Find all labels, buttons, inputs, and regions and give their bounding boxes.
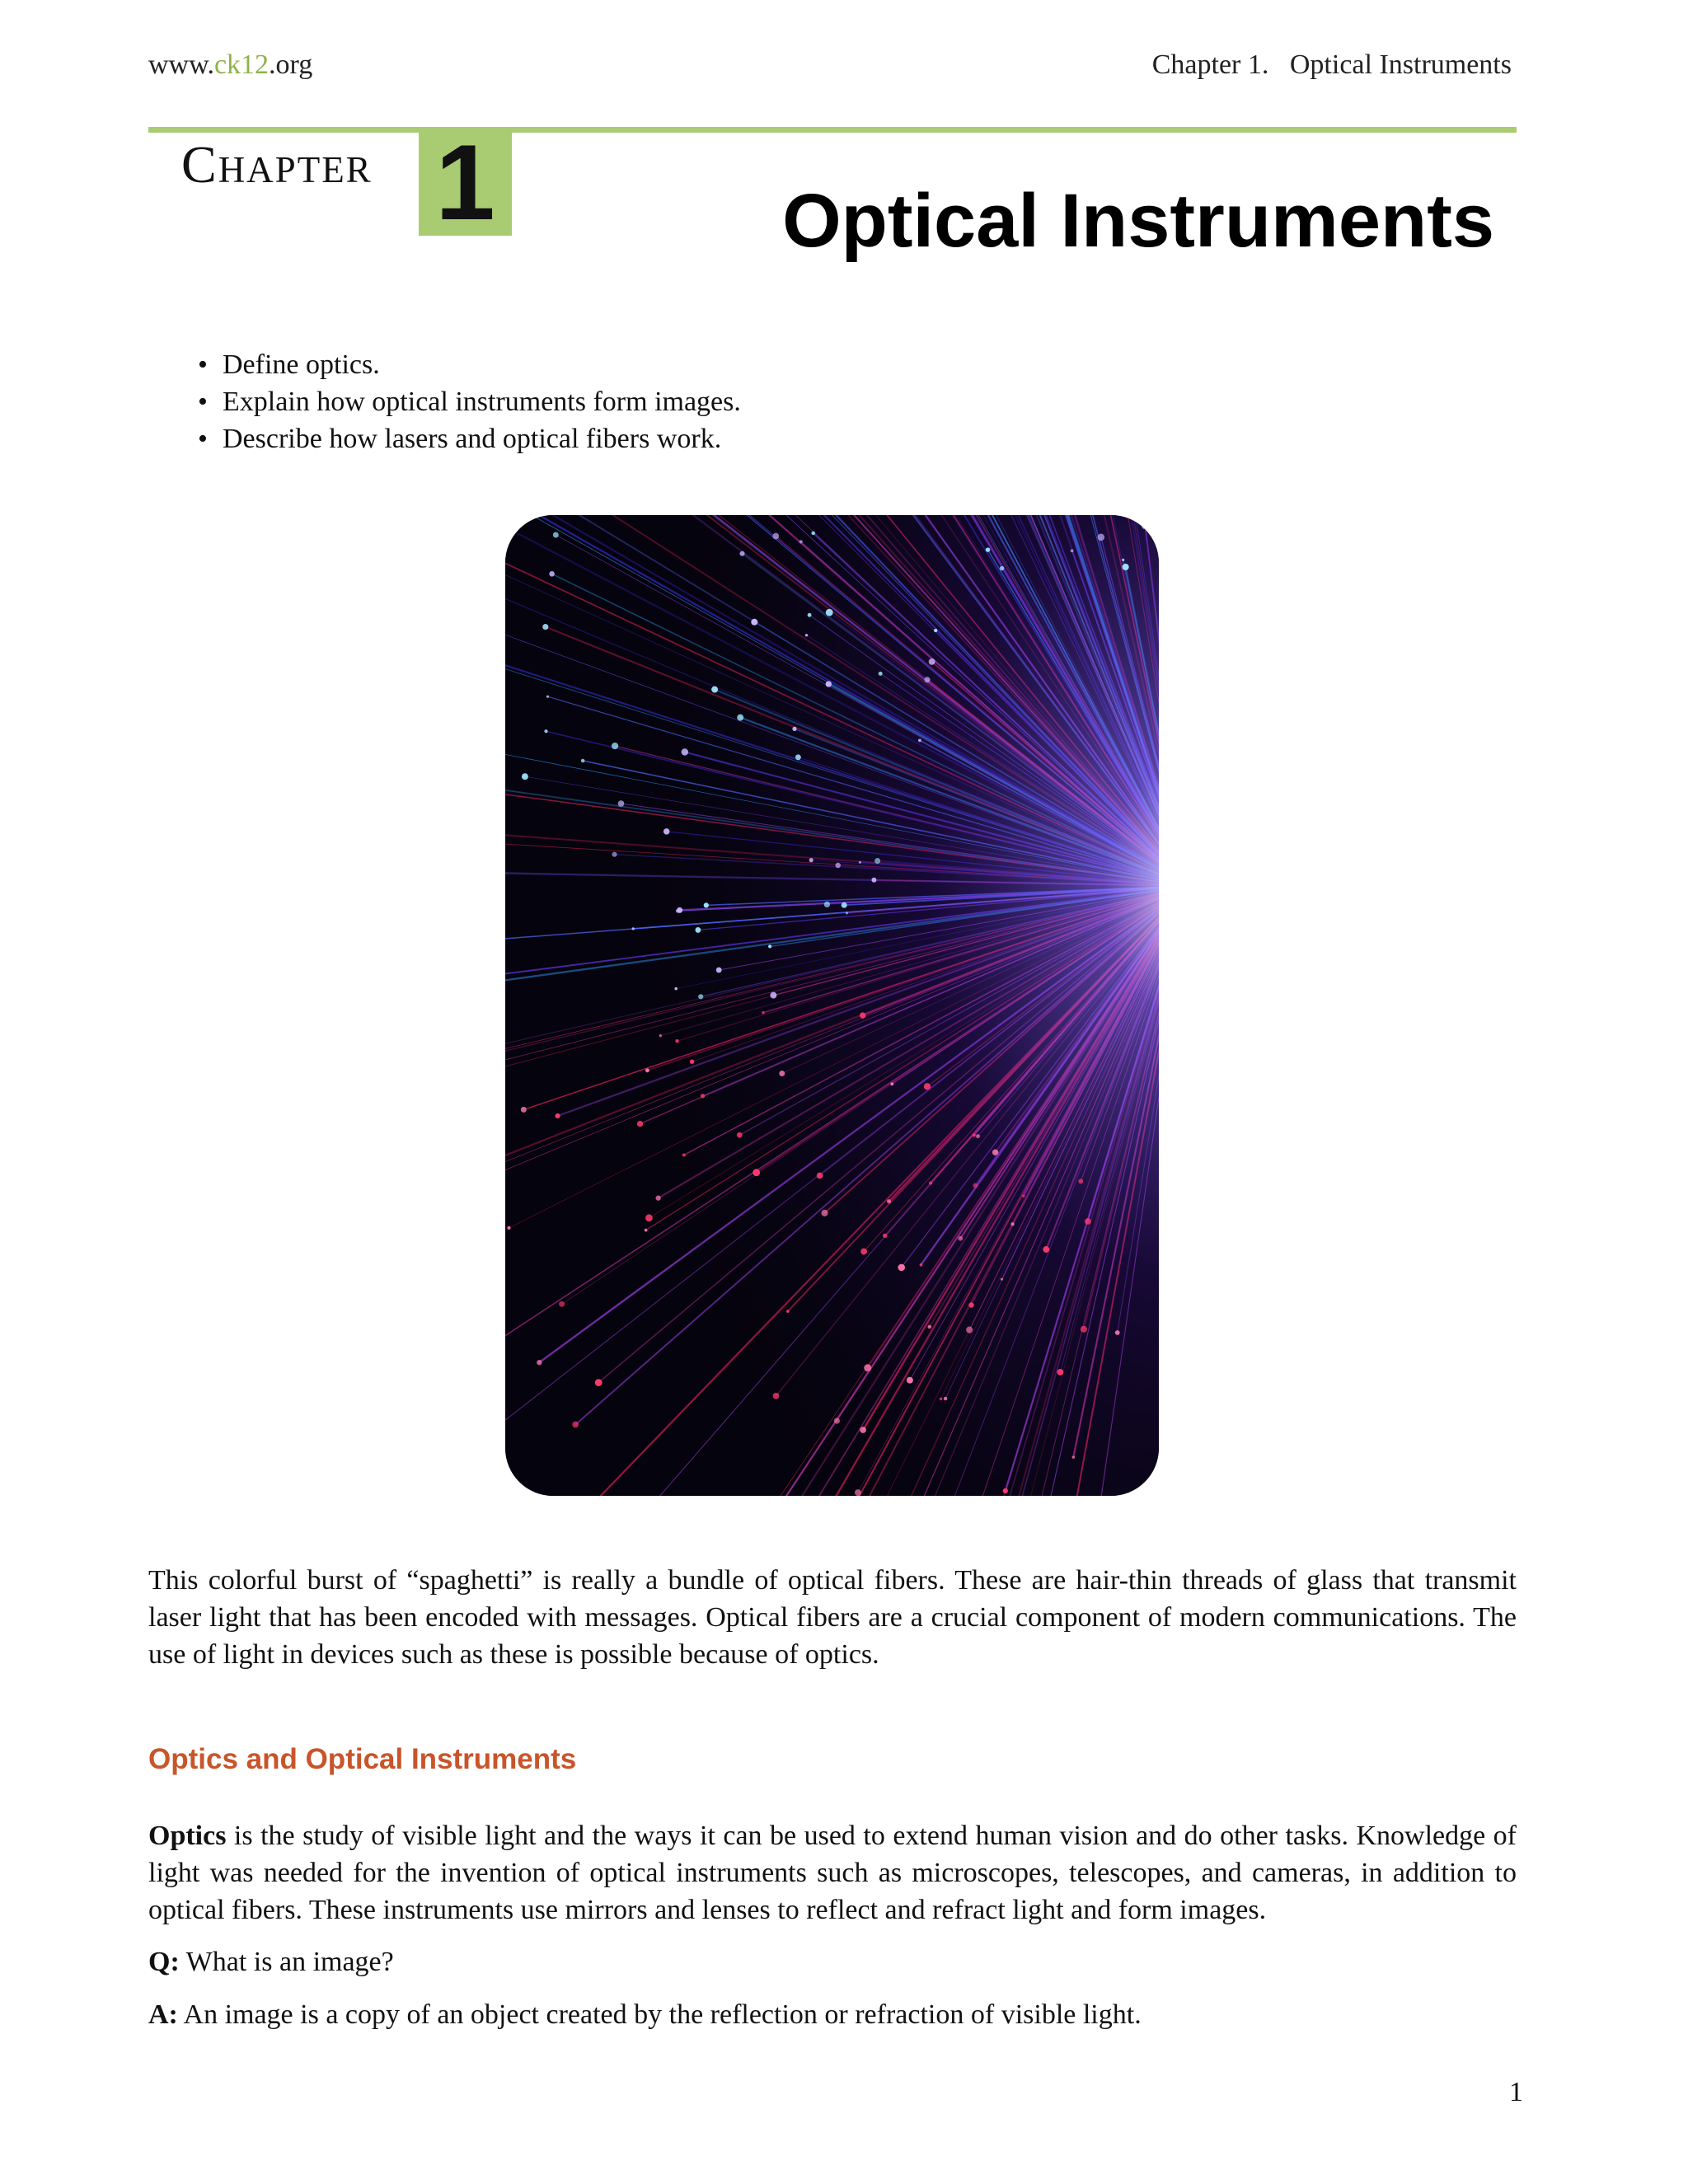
fiber-tip bbox=[645, 1214, 653, 1221]
fiber-tip bbox=[1142, 523, 1148, 529]
fiber-tip bbox=[704, 902, 709, 907]
chapter-title: Optical Instruments bbox=[782, 179, 1494, 263]
fiber-tip bbox=[890, 1082, 893, 1085]
fiber-tip bbox=[826, 609, 833, 616]
optics-definition: is the study of visible light and the ways it can be used to extend human vision and do other tasks. Knowledge of light was needed for the invention of optical instruments such as microscopes, telescopes, and cameras, in addition to optical fibers. These instruments use mirrors and lenses to reflect and refract light and form images. bbox=[148, 1821, 1517, 1925]
fiber-tip bbox=[612, 743, 618, 749]
fiber-tip bbox=[690, 1059, 695, 1064]
fiber-tip bbox=[976, 1134, 980, 1138]
fiber-tip bbox=[1071, 549, 1074, 552]
fiber-tip bbox=[929, 658, 935, 665]
fiber-tip bbox=[1022, 1195, 1025, 1197]
fiber-tip bbox=[595, 1379, 603, 1386]
fiber-tip bbox=[695, 927, 701, 933]
fiber-tip bbox=[645, 1068, 649, 1072]
fiber-tip bbox=[737, 715, 743, 721]
optical-fibers-image bbox=[505, 515, 1159, 1496]
site-url-suffix: .org bbox=[269, 49, 313, 80]
fiber-tip bbox=[855, 1489, 861, 1496]
fiber-tip bbox=[1010, 1222, 1014, 1226]
fiber-tip bbox=[676, 909, 680, 913]
site-url-accent: ck12 bbox=[213, 49, 270, 80]
fiber-tip bbox=[846, 912, 848, 914]
fiber-tip bbox=[682, 748, 689, 756]
fiber-tip bbox=[751, 619, 757, 626]
fiber-tip bbox=[1123, 564, 1129, 570]
fiber-tip bbox=[898, 1264, 905, 1272]
fiber-tip bbox=[1043, 1246, 1049, 1253]
fiber-tip bbox=[779, 1071, 785, 1076]
fiber-tip bbox=[522, 773, 528, 780]
objective-item: • Define optics. bbox=[198, 346, 741, 383]
fiber-tip bbox=[1122, 559, 1124, 561]
fiber-tip bbox=[663, 828, 670, 835]
chapter-number: 1 bbox=[435, 122, 495, 242]
fiber-tip bbox=[1057, 1369, 1063, 1376]
fiber-tip bbox=[811, 532, 815, 536]
fiber-tip bbox=[860, 1249, 867, 1255]
fiber-tip bbox=[792, 727, 796, 731]
fiber-tip bbox=[772, 533, 779, 540]
fiber-tip bbox=[907, 1377, 913, 1384]
fiber-tip bbox=[924, 1083, 931, 1090]
fiber-tip bbox=[799, 540, 803, 543]
objective-item: • Describe how lasers and optical fibers work. bbox=[198, 420, 741, 457]
fiber-tip bbox=[559, 1301, 565, 1307]
fiber-tip bbox=[968, 1302, 973, 1307]
fiber-tip bbox=[655, 1196, 660, 1201]
fiber-tip bbox=[737, 1132, 743, 1138]
question-text: What is an image? bbox=[179, 1947, 394, 1977]
answer bbox=[148, 1996, 1142, 2033]
fiber-tip bbox=[674, 987, 678, 991]
fiber-tip bbox=[768, 944, 771, 948]
fiber-tip bbox=[637, 1121, 643, 1127]
learning-objectives bbox=[198, 346, 741, 457]
fiber-tip bbox=[859, 861, 861, 864]
fiber-tip bbox=[805, 634, 809, 637]
fiber-tip bbox=[698, 994, 703, 999]
fiber-tip bbox=[860, 1427, 866, 1433]
fiber-tip bbox=[701, 1094, 705, 1098]
fiber-tip bbox=[572, 1422, 579, 1428]
optics-paragraph bbox=[148, 1817, 1517, 1929]
fiber-tip bbox=[786, 1310, 790, 1313]
fiber-tip bbox=[924, 677, 930, 682]
fiber-tip bbox=[826, 681, 832, 687]
fiber-tip bbox=[918, 739, 921, 743]
fiber-tip bbox=[773, 1393, 780, 1399]
fiber-tip bbox=[958, 1236, 963, 1241]
fiber-tip bbox=[1003, 1488, 1008, 1493]
fiber-tip bbox=[973, 1183, 978, 1188]
fiber-tip bbox=[1085, 1218, 1091, 1225]
question bbox=[148, 1943, 394, 1980]
fiber-tip bbox=[1000, 566, 1004, 570]
fiber-tip bbox=[632, 927, 635, 930]
site-url-prefix: www. bbox=[148, 49, 214, 80]
fiber-tip bbox=[824, 902, 830, 907]
question-label: Q: bbox=[148, 1947, 180, 1977]
fiber-tip bbox=[871, 878, 876, 883]
optical-fibers-photo bbox=[505, 515, 1159, 1496]
fiber-tip bbox=[817, 1173, 823, 1179]
fiber-tip bbox=[928, 1325, 932, 1329]
fiber-tip bbox=[618, 800, 625, 807]
fiber-tip bbox=[1001, 1277, 1003, 1280]
objective-item: • Explain how optical instruments form images. bbox=[198, 383, 741, 420]
fiber-tip bbox=[883, 1234, 887, 1238]
fiber-tip bbox=[542, 624, 548, 630]
fiber-tip bbox=[1078, 1179, 1083, 1183]
fiber-tip bbox=[973, 1134, 976, 1137]
fiber-tip bbox=[546, 696, 549, 698]
fiber-tip bbox=[986, 547, 991, 552]
answer-label: A: bbox=[148, 1999, 178, 2030]
fiber-tip bbox=[1115, 1330, 1120, 1335]
fiber-tip bbox=[887, 1199, 891, 1203]
fiber-tip bbox=[834, 1418, 840, 1423]
fiber-tip bbox=[770, 992, 776, 999]
fiber-tip bbox=[581, 759, 585, 763]
fiber-tip bbox=[879, 672, 883, 676]
fiber-tip bbox=[675, 1039, 678, 1043]
fiber-tip bbox=[537, 1360, 542, 1365]
fiber-tip bbox=[944, 1397, 947, 1400]
fiber-tip bbox=[659, 1034, 662, 1037]
fiber-tip bbox=[521, 1107, 527, 1113]
intro-paragraph: This colorful burst of “spaghetti” is really a bundle of optical fibers. These are hair-thin threads of glass that transmit laser light that has been encoded with messages. Optical fibers are a crucial component of modern communications. The use of light in devices such as these is possible because of optics. bbox=[148, 1565, 1517, 1670]
fiber-tip bbox=[860, 1012, 865, 1018]
running-header: Chapter 1. Optical Instruments bbox=[1151, 49, 1512, 80]
fiber-tip bbox=[711, 687, 718, 693]
fiber-tip bbox=[716, 968, 722, 973]
fiber-tip bbox=[874, 858, 880, 864]
answer-text: An image is a copy of an object created by the reflection or refraction of visible light. bbox=[177, 1999, 1142, 2030]
fiber-tip bbox=[753, 1169, 760, 1176]
fiber-tip bbox=[842, 902, 847, 908]
fiber-tip bbox=[940, 1398, 942, 1400]
fiber-tip bbox=[920, 1263, 923, 1267]
fiber-tip bbox=[821, 1210, 828, 1216]
page-number: 1 bbox=[1509, 2077, 1523, 2107]
site-url bbox=[148, 49, 312, 81]
fiber-tip bbox=[612, 852, 617, 857]
fiber-tip bbox=[1072, 1455, 1076, 1459]
fiber-tip bbox=[966, 1327, 973, 1333]
section-heading: Optics and Optical Instruments bbox=[148, 1743, 577, 1775]
fiber-tip bbox=[645, 1229, 648, 1232]
fiber-tip bbox=[992, 1149, 998, 1155]
chapter-label: Chapter bbox=[181, 135, 373, 194]
fiber-tip bbox=[1098, 534, 1105, 541]
fiber-tip bbox=[809, 858, 814, 862]
fiber-tip bbox=[864, 1364, 871, 1371]
fiber-tip bbox=[929, 1182, 932, 1185]
fiber-tip bbox=[553, 532, 559, 538]
fiber-tip bbox=[795, 754, 801, 760]
fiber-tip bbox=[835, 863, 840, 868]
fiber-tip bbox=[1081, 1326, 1087, 1333]
fiber-tip bbox=[762, 1011, 765, 1015]
fiber-tip bbox=[544, 729, 547, 733]
optics-term: Optics bbox=[148, 1821, 227, 1851]
fiber-tip bbox=[934, 629, 937, 632]
fiber-tip bbox=[682, 1153, 686, 1156]
fiber-tip bbox=[739, 551, 744, 556]
header-rule bbox=[148, 127, 1517, 133]
fiber-tip bbox=[507, 1226, 510, 1230]
fiber-tip bbox=[549, 571, 555, 577]
fiber-tip bbox=[808, 613, 812, 617]
fiber-tip bbox=[556, 1113, 560, 1118]
